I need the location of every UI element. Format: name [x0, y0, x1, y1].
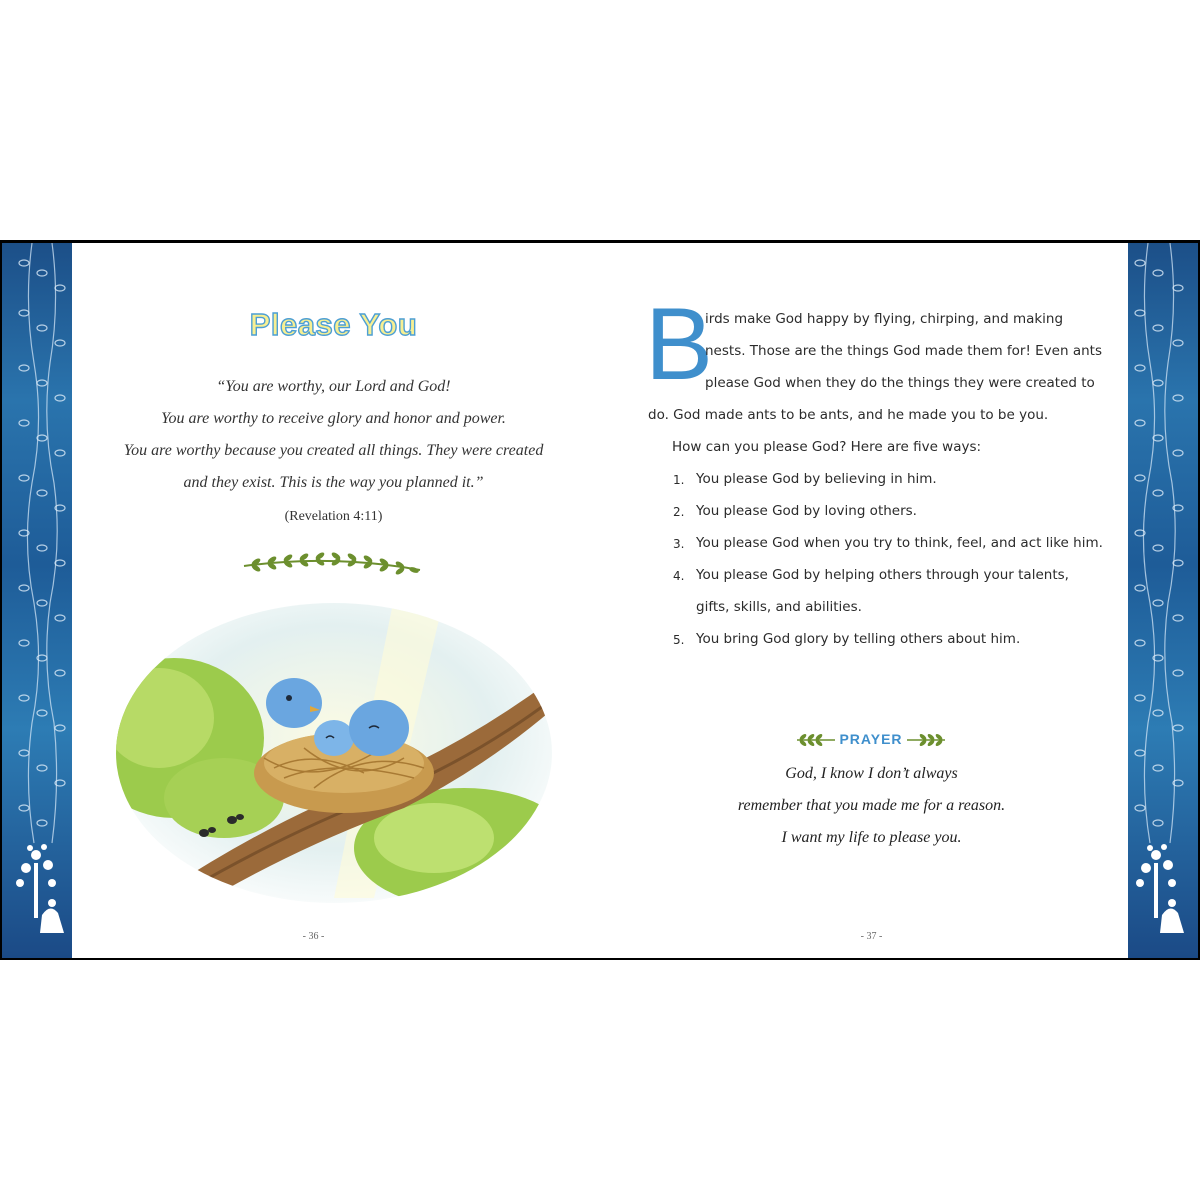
prayer-line: remember that you made me for a reason.	[737, 797, 1006, 814]
body-text-line: please God when they do the things they were created to	[705, 375, 1095, 391]
right-page	[595, 243, 1128, 958]
birds-in-nest-illustration	[114, 598, 554, 908]
list-number: 4.	[673, 569, 685, 583]
scripture-verse	[102, 371, 565, 499]
leaf-vine-pattern-icon	[2, 243, 72, 958]
list-number: 3.	[673, 537, 685, 551]
list-number: 1.	[673, 473, 685, 487]
page-number: - 36 -	[302, 931, 325, 942]
prayer-line: God, I know I don’t always	[785, 765, 958, 782]
tree-reader-silhouette-icon	[16, 844, 64, 933]
list-item-continued: gifts, skills, and abilities.	[696, 599, 862, 615]
list-number: 5.	[673, 633, 685, 647]
list-item: You please God by loving others.	[696, 503, 917, 519]
prayer-text	[655, 758, 1088, 854]
left-page	[72, 243, 595, 958]
body-text-line: nests. Those are the things God made them for! Even ants	[705, 343, 1102, 359]
right-decorative-edge	[1128, 243, 1198, 958]
tree-reader-silhouette-icon	[1136, 844, 1184, 933]
list-number: 2.	[673, 505, 685, 519]
page-title: Please You	[249, 307, 418, 342]
page-number: - 37 -	[860, 931, 883, 942]
verse-line: and they exist. This is the way you planned it.”	[183, 474, 484, 491]
body-text-line: do. God made ants to be ants, and he made you to be you.	[648, 407, 1049, 423]
drop-cap: B	[645, 287, 714, 401]
list-item: You bring God glory by telling others about him.	[696, 631, 1021, 647]
spread-inner	[2, 243, 1198, 958]
list-item: You please God when you try to think, feel, and act like him.	[696, 535, 1103, 551]
body-text-line: irds make God happy by flying, chirping, and making	[705, 311, 1064, 327]
left-decorative-edge	[2, 243, 72, 958]
prayer-label: PRAYER	[839, 731, 903, 747]
prayer-line: I want my life to please you.	[781, 829, 962, 846]
vine-ornament-icon	[242, 548, 424, 578]
list-item: You please God by helping others through your talents,	[696, 567, 1069, 583]
prayer-heading	[795, 729, 947, 749]
list-intro: How can you please God? Here are five ways:	[672, 439, 982, 455]
leaf-vine-pattern-icon	[1128, 243, 1198, 958]
verse-line: “You are worthy, our Lord and God!	[216, 378, 451, 395]
scripture-reference: (Revelation 4:11)	[284, 509, 383, 524]
list-item: You please God by believing in him.	[696, 471, 937, 487]
verse-line: You are worthy to receive glory and honor and power.	[161, 410, 506, 427]
book-spread	[0, 240, 1200, 960]
verse-line: You are worthy because you created all things. They were created	[123, 442, 544, 459]
